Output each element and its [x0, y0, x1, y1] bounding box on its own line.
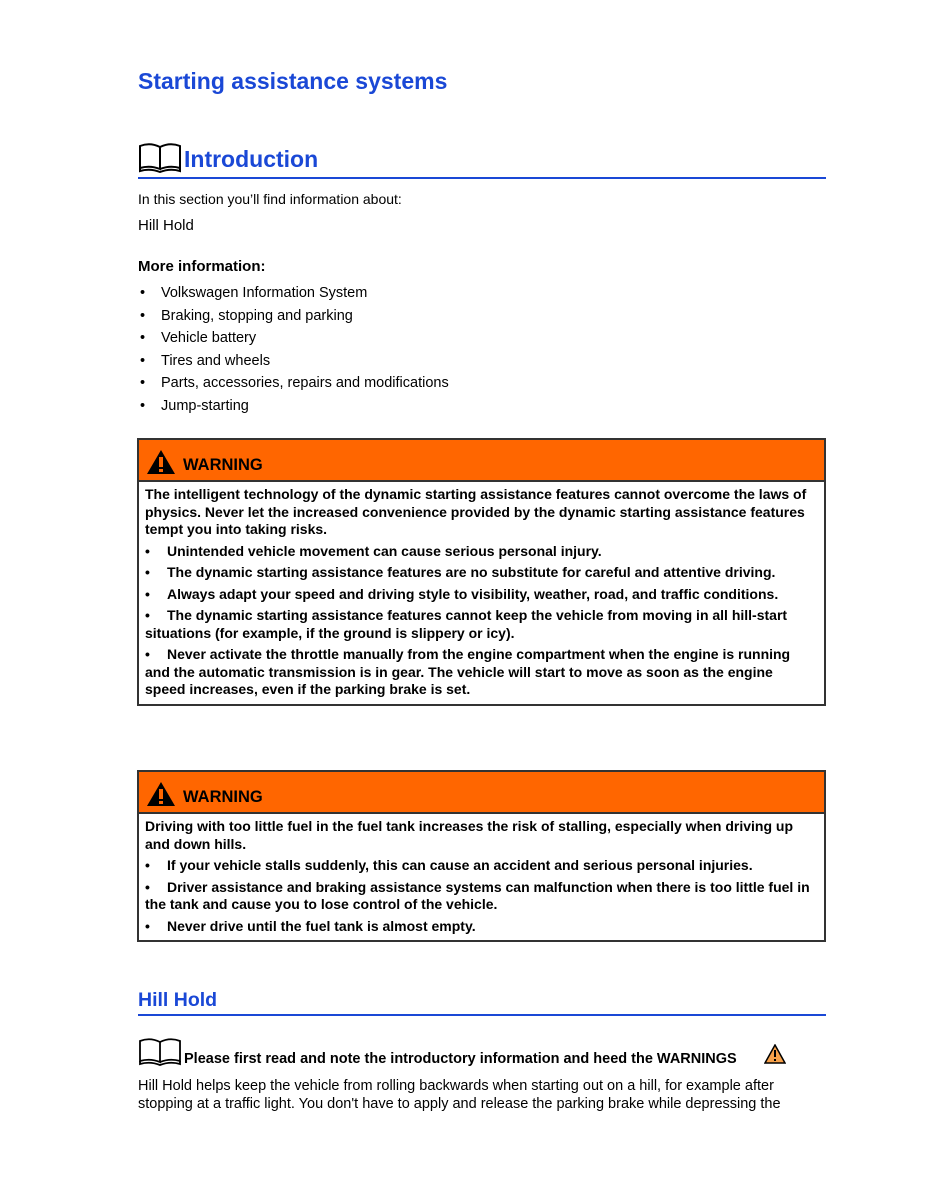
warning-item-text: Never drive until the fuel tank is almost empty. [167, 917, 476, 934]
more-info-label: More information: [138, 258, 266, 275]
warning-item-text: The dynamic starting assistance features are no substitute for careful and attentive driving. [167, 564, 776, 580]
warning-title: WARNING [183, 456, 263, 474]
warning-body [139, 482, 824, 704]
page-title: Starting assistance systems [138, 68, 448, 94]
warning-body [139, 814, 824, 940]
warning-lead: Driving with too little fuel in the fuel tank increases the risk of stalling, especially when driving up and down hills. [145, 818, 794, 852]
introduction-heading [138, 137, 826, 179]
warning-item: • Always adapt your speed and driving style to visibility, weather, road, and traffic conditions. [145, 585, 779, 602]
warning-header [139, 772, 824, 814]
read-first-note [138, 1036, 828, 1066]
hill-hold-heading [138, 987, 826, 1016]
more-info-list [138, 284, 449, 420]
more-info-link[interactable]: • Vehicle battery [138, 329, 449, 352]
book-icon [138, 139, 184, 173]
more-info-link[interactable]: • Jump-starting [138, 397, 449, 420]
warning-header [139, 440, 824, 482]
warning-item: • The dynamic starting assistance features are no substitute for careful and attentive driving. [145, 564, 776, 580]
warning-triangle-icon [146, 781, 176, 807]
read-first-note-text: Please first read and note the introductory information and heed the WARNINGS [184, 1051, 737, 1067]
warning-item: • Unintended vehicle movement can cause serious personal injury. [145, 542, 602, 559]
warning-item-text: The dynamic starting assistance features cannot keep the vehicle from moving in all hill-start situations (for example, if the ground is slippery or icy). [145, 607, 788, 641]
more-info-link[interactable]: • Parts, accessories, repairs and modifications [138, 374, 449, 397]
warning-triangle-icon[interactable] [764, 1044, 786, 1064]
warning-item: • The dynamic starting assistance features cannot keep the vehicle from moving in all hill-start situations (for example, if the ground is slippery or icy). [145, 607, 788, 641]
warning-item: • If your vehicle stalls suddenly, this can cause an accident and serious personal injuries. [145, 857, 753, 873]
book-icon [138, 1036, 184, 1066]
introduction-heading-text: Introduction [184, 146, 319, 172]
warning-item-text: Unintended vehicle movement can cause serious personal injury. [167, 542, 602, 559]
more-info-link[interactable]: • Tires and wheels [138, 352, 449, 375]
warning-box [137, 770, 826, 942]
warning-box [137, 438, 826, 706]
warning-item: • Never drive until the fuel tank is almost empty. [145, 917, 476, 934]
warning-item-text: Never activate the throttle manually from the engine compartment when the engine is running and the automatic transmission is in gear. The vehicle will start to move as soon as the engine speed increases, even if the parking brake is set. [145, 646, 791, 697]
warning-title: WARNING [183, 788, 263, 806]
more-info-link[interactable]: • Braking, stopping and parking [138, 307, 449, 330]
hill-hold-description: Hill Hold helps keep the vehicle from rolling backwards when starting out on a hill, for example after stopping at a traffic light. You don't have to apply and release the parking brake while depressing the [138, 1078, 781, 1112]
warning-triangle-icon [146, 449, 176, 475]
hill-hold-heading-text: Hill Hold [138, 989, 218, 1011]
intro-text: In this section you’ll find information about: [138, 191, 402, 207]
warning-lead: The intelligent technology of the dynamic starting assistance features cannot overcome the laws of physics. Never let the increased convenience provided by the dynamic starting assistance features tempt you into taking risks. [145, 486, 807, 537]
warning-item-text: Always adapt your speed and driving style to visibility, weather, road, and traffic conditions. [167, 585, 779, 602]
warning-item: • Driver assistance and braking assistance systems can malfunction when there is too little fuel in the tank and cause you to lose control of the vehicle. [145, 878, 810, 912]
intro-topic: Hill Hold [138, 217, 194, 234]
warning-item-text: Driver assistance and braking assistance systems can malfunction when there is too little fuel in the tank and cause you to lose control of the vehicle. [145, 878, 810, 912]
more-info-link[interactable]: • Volkswagen Information System [138, 284, 449, 307]
warning-item: • Never activate the throttle manually from the engine compartment when the engine is running and the automatic transmission is in gear. The vehicle will start to move as soon as the engine speed increases, even if the parking brake is set. [145, 646, 791, 697]
warning-item-text: If your vehicle stalls suddenly, this can cause an accident and serious personal injuries. [167, 857, 753, 873]
